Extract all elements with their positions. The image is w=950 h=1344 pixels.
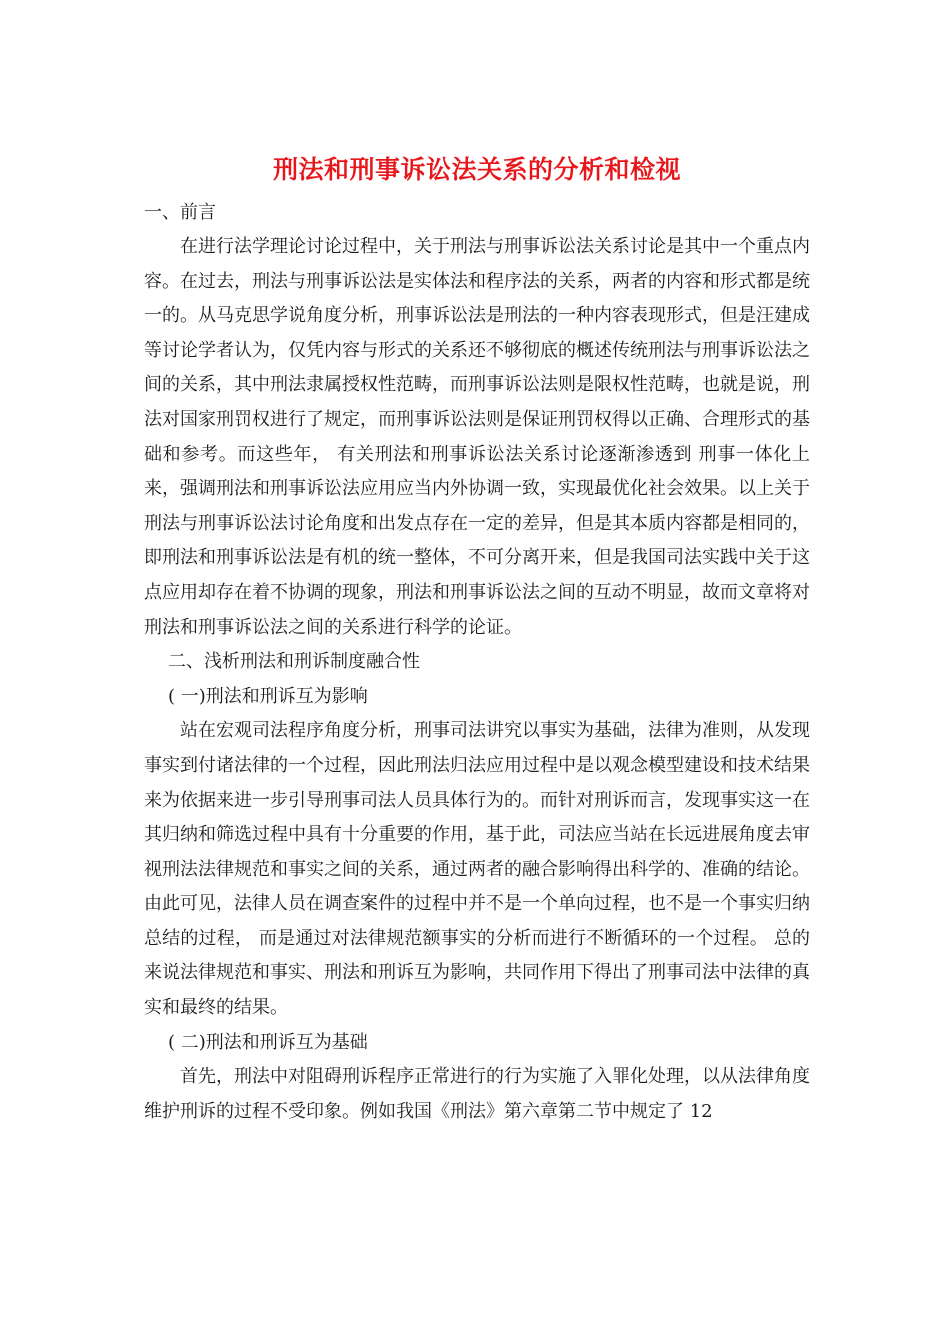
subsection-heading-1: ( 一)刑法和刑诉互为影响: [168, 685, 368, 707]
section-heading-preface: 一、前言: [144, 202, 216, 223]
subsection-heading-2: ( 二)刑法和刑诉互为基础: [168, 1031, 368, 1053]
document-page: [144, 150, 810, 1129]
paragraph-preface: 在进行法学理论讨论过程中，关于刑法与刑事诉讼法关系讨论是其中一个重点内容。在过去，刑法与刑事诉讼法是实体法和程序法的关系，两者的内容和形式都是统一的。从马克思学说角度分析，刑事诉讼法是刑法的一种内容表现形式，但是汪建成等讨论学者认为，仅凭内容与形式的关系还不够彻底的概述传统刑法与刑事诉讼法之间的关系，其中刑法隶属授权性范畴，而刑事诉讼法则是限权性范畴，也就是说，刑法对国家刑罚权进行了规定，而刑事诉讼法则是保证刑罚权得以正确、合理形式的基础和参考。而这些年， 有关刑法和刑事诉讼法关系讨论逐渐渗透到 刑事一体化上来，强调刑法和刑事诉讼法应用应当内外协调一致，实现最优化社会效果。以上关于刑法与刑事诉讼法讨论角度和出发点存在一定的差异，但是其本质内容都是相同的，即刑法和刑事诉讼法是有机的统一整体，不可分离开来，但是我国司法实践中关于这点应用却存在着不协调的现象，刑法和刑事诉讼法之间的互动不明显，故而文章将对刑法和刑事诉讼法之间的关系进行科学的论证。: [144, 236, 810, 638]
paragraph-subsection-2: 首先，刑法中对阻碍刑诉程序正常进行的行为实施了入罪化处理，以从法律角度维护刑诉的过程不受印象。例如我国《刑法》第六章第二节中规定了 12: [144, 1066, 810, 1122]
section-heading-2: 二、浅析刑法和刑诉制度融合性: [168, 651, 420, 673]
paragraph-subsection-1: 站在宏观司法程序角度分析，刑事司法讲究以事实为基础，法律为准则，从发现事实到付诸法律的一个过程，因此刑法归法应用过程中是以观念模型建设和技术结果来为依据来进一步引导刑事司法人员具体行为的。而针对刑诉而言，发现事实这一在其归纳和筛选过程中具有十分重要的作用，基于此，司法应当站在长远进展角度去审视刑法法律规范和事实之间的关系，通过两者的融合影响得出科学的、准确的结论。由此可见，法律人员在调查案件的过程中并不是一个单向过程，也不是一个事实归纳总结的过程， 而是通过对法律规范额事实的分析而进行不断循环的一个过程。 总的来说法律规范和事实、刑法和刑诉互为影响，共同作用下得出了刑事司法中法律的真实和最终的结果。: [144, 720, 810, 1019]
document-title: 刑法和刑事诉讼法关系的分析和检视: [272, 155, 681, 184]
